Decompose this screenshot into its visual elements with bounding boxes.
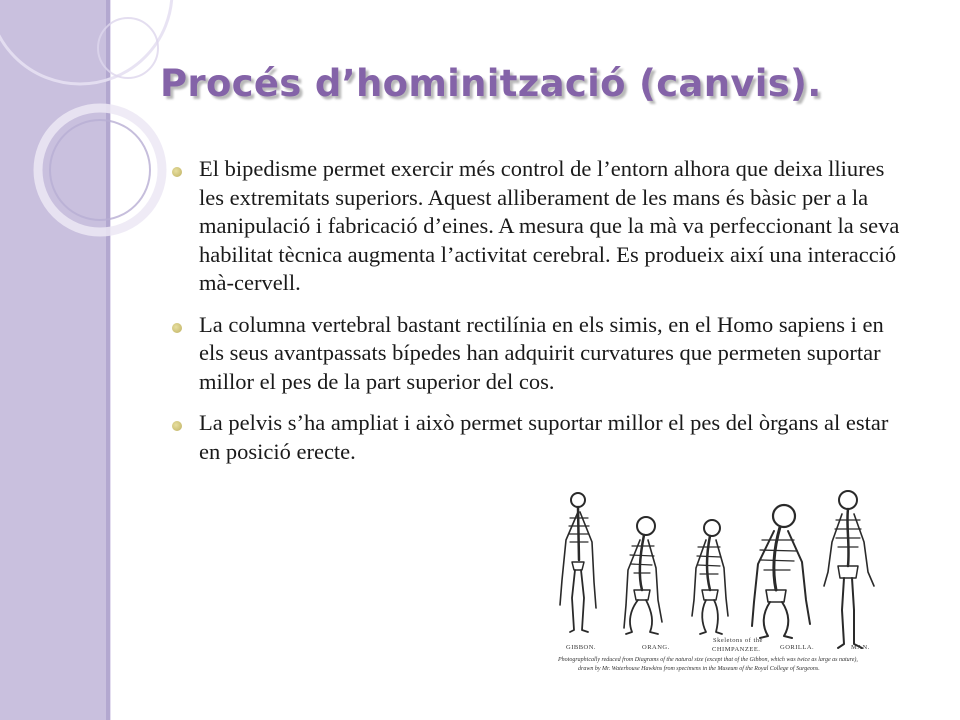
bullet-dot-icon bbox=[172, 421, 182, 431]
bullet-item-bipedalism bbox=[172, 155, 912, 298]
decorative-circles bbox=[0, 0, 190, 300]
label-gibbon: GIBBON. bbox=[566, 644, 597, 651]
bullet-item-spine bbox=[172, 311, 912, 397]
figure-caption-line1: Photographically reduced from Diagrams of the natural size (except that of the Gibbon, which was twice as large as nature), bbox=[558, 657, 858, 663]
orang-skeleton bbox=[624, 517, 662, 634]
gorilla-skeleton bbox=[752, 505, 810, 638]
bullet-dot-icon bbox=[172, 323, 182, 333]
gibbon-skeleton bbox=[560, 493, 596, 632]
chimpanzee-skeleton bbox=[692, 520, 728, 634]
label-man: MAN. bbox=[851, 644, 870, 651]
man-skeleton bbox=[824, 491, 874, 648]
label-orang: ORANG. bbox=[642, 644, 670, 651]
bullet-item-pelvis bbox=[172, 409, 912, 466]
figure-caption-line2: drawn by Mr. Waterhouse Hawkins from specimens in the Museum of the Royal College of Surgeons. bbox=[578, 666, 820, 672]
bullet-text: La columna vertebral bastant rectilínia en els simis, en el Homo sapiens i en els seus avantpassats bípedes han adquirit curvatures que permeten suportar millor el pes de la part superior del cos. bbox=[199, 311, 884, 394]
bullet-text: El bipedisme permet exercir més control de l’entorn alhora que deixa lliures les extremitats superiors. Aquest alliberament de les mans és bàsic per a la manipulació i fabricació d’eines. A mesura que la mà va perfeccionant la seva habilitat tècnica augmenta l’activitat cerebral. Es produeix així una interacció mà-cervell. bbox=[199, 156, 900, 295]
figure-heading-line2: CHIMPANZEE. bbox=[712, 646, 761, 653]
figure-heading-line1: Skeletons of the bbox=[713, 637, 763, 644]
bullet-list bbox=[172, 155, 912, 479]
bullet-text: La pelvis s’ha ampliat i això permet suportar millor el pes del òrgans al estar en posició erecte. bbox=[199, 410, 889, 464]
slide-title: Procés d’hominització (canvis). bbox=[160, 62, 822, 105]
label-gorilla: GORILLA. bbox=[780, 644, 815, 651]
skeletons-figure bbox=[548, 480, 893, 692]
bullet-dot-icon bbox=[172, 167, 182, 177]
